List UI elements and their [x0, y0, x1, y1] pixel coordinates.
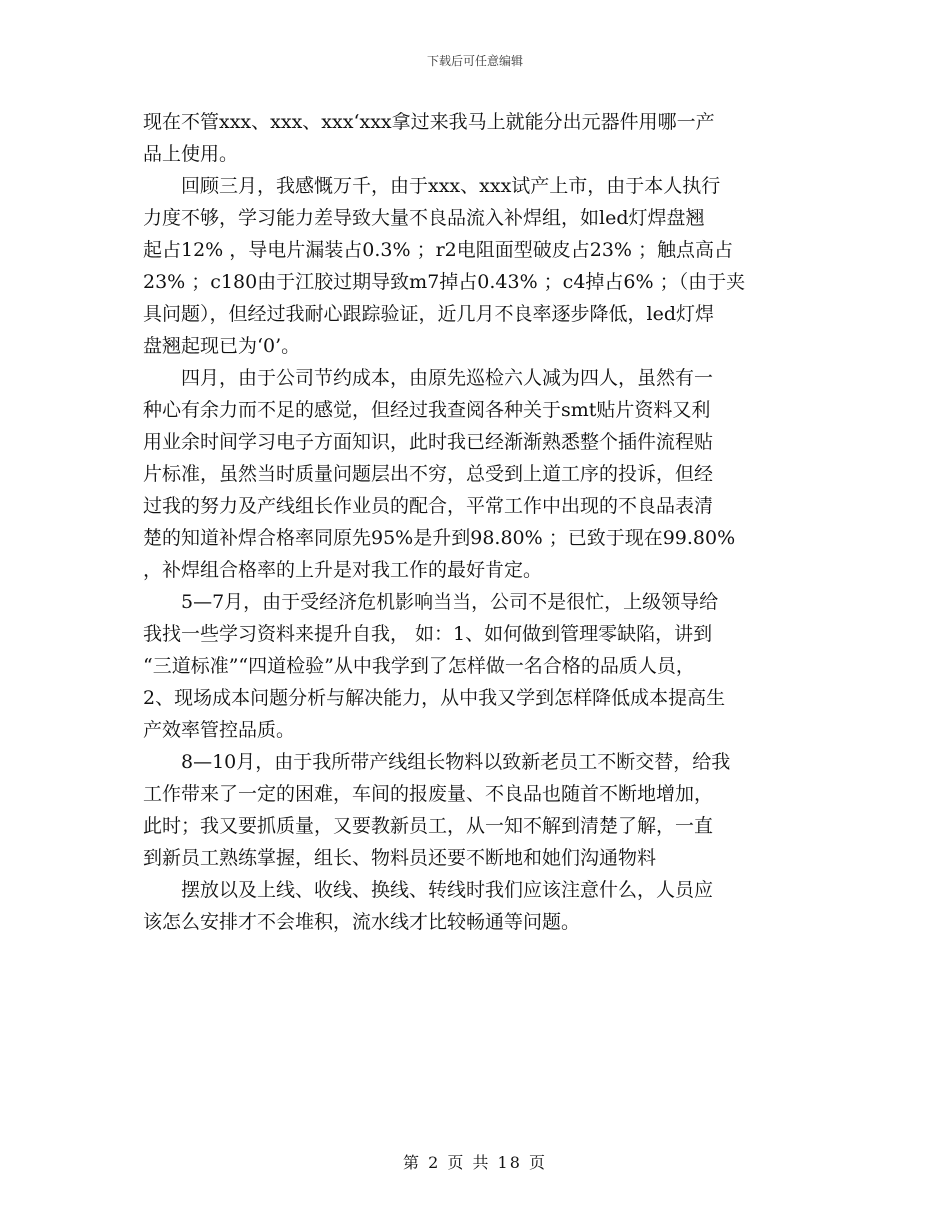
text-line: 现在不管xxx、xxx、xxx‘xxx拿过来我马上就能分出元器件用哪一产	[143, 111, 715, 133]
text-line: 5—7月，由于受经济危机影响当当，公司不是很忙，上级领导给	[181, 591, 719, 613]
text-line: 2、现场成本问题分析与解决能力，从中我又学到怎样降低成本提高生	[143, 687, 726, 709]
text-line: 具问题），但经过我耐心跟踪验证，近几月不良率逐步降低，led灯焊	[143, 303, 714, 325]
text-line: 力度不够，学习能力差导致大量不良品流入补焊组，如led灯焊盘翘	[143, 207, 705, 229]
text-line: 过我的努力及产线组长作业员的配合，平常工作中出现的不良品表清	[143, 495, 714, 517]
text-line: 产效率管控品质。	[143, 719, 296, 741]
text-line: 此时；我又要抓质量，又要教新员工，从一知不解到清楚了解，一直	[143, 815, 714, 837]
text-line: 品上使用。	[143, 143, 239, 165]
text-line: 片标准，虽然当时质量问题层出不穷，总受到上道工序的投诉，但经	[143, 463, 714, 485]
text-line: 摆放以及上线、收线、换线、转线时我们应该注意什么，人员应	[181, 879, 714, 901]
text-line: 23% ；c180由于江胶过期导致m7掉占0.43% ；c4掉占6% ；（由于夹	[143, 271, 746, 293]
text-line: 用业余时间学习电子方面知识，此时我已经渐渐熟悉整个插件流程贴	[143, 431, 714, 453]
text-line: 起占12% ，导电片漏装占0.3% ；r2电阻面型破皮占23% ；触点高占	[143, 239, 734, 261]
text-line: 8—10月，由于我所带产线组长物料以致新老员工不断交替，给我	[181, 751, 731, 773]
text-line: 到新员工熟练掌握，组长、物料员还要不断地和她们沟通物料	[143, 847, 657, 869]
page-footer: 第 2 页 共 18 页	[403, 1153, 547, 1172]
text-line: 工作带来了一定的困难，车间的报废量、不良品也随首不断地增加，	[143, 783, 714, 805]
document-body	[143, 106, 813, 938]
text-line: 盘翘起现已为‘0’。	[143, 335, 301, 357]
text-line: 种心有余力而不足的感觉，但经过我查阅各种关于smt贴片资料又利	[143, 399, 711, 421]
text-line: 楚的知道补焊合格率同原先95%是升到98.80% ；已致于现在99.80%	[143, 527, 736, 549]
text-line: ，补焊组合格率的上升是对我工作的最好肯定。	[143, 559, 543, 581]
text-line: 我找一些学习资料来提升自我， 如：1、如何做到管理零缺陷，讲到	[143, 623, 713, 645]
text-line: 四月，由于公司节约成本，由原先巡检六人减为四人，虽然有一	[181, 367, 714, 389]
text-line: 该怎么安排才不会堆积，流水线才比较畅通等问题。	[143, 911, 581, 933]
text-line: “三道标准”“四道检验”从中我学到了怎样做一名合格的品质人员，	[143, 655, 695, 677]
page-header: 下载后可任意编辑	[426, 54, 523, 68]
text-line: 回顾三月，我感慨万千，由于xxx、xxx试产上市，由于本人执行	[181, 175, 721, 197]
